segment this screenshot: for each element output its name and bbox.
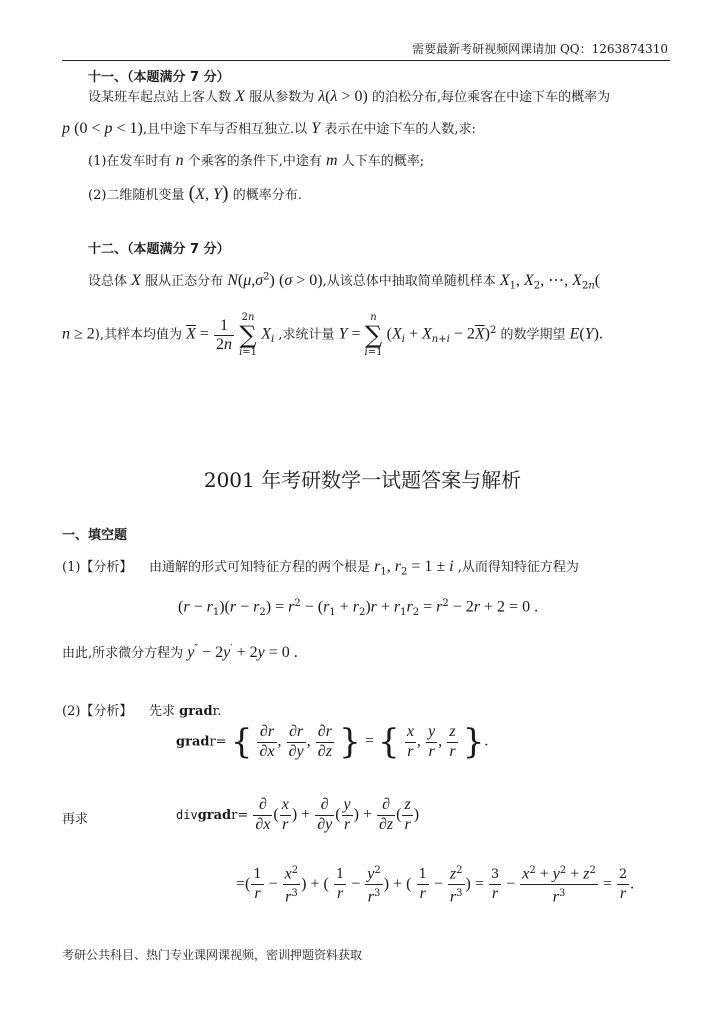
div-equation: divgradr= $\frac{\partial}{\partial x}$ ( $\frac{x}{r}$ ) + $\frac{\partial}{\partial y}$ ( $\frac{y}{r}$ ) + $\frac{\partial}{\partial z}$ ( $\frac{z}{r}$ ) bbox=[176, 796, 420, 833]
q11-line1-b: 服从参数为 bbox=[249, 90, 315, 105]
q11-item1: (1)在发车时有 n 个乘客的条件下,中途有 m 人下车的概率; bbox=[88, 152, 425, 169]
p1-conclude-text: 由此,所求微分方程为 bbox=[62, 646, 184, 661]
footer-note: 考研公共科目、热门专业课网课视频，密训押题资料获取 bbox=[62, 948, 363, 962]
q11-item2-b: 的概率分布. bbox=[232, 188, 302, 203]
q11-line1: 设某班车起点站上客人数 X 服从参数为 λ(λ > 0) 的泊松分布,每位乘客在中途下车的概率为 bbox=[88, 88, 611, 105]
q11-item2: (2)二维随机变量 (X, Y) 的概率分布. bbox=[88, 182, 302, 204]
p2-label: (2)【分析】 bbox=[62, 704, 133, 719]
q11-title: 十一、（本题满分 7 分） bbox=[88, 70, 230, 85]
q12-line1-b: 服从正态分布 bbox=[145, 274, 224, 289]
q11-line1-a: 设某班车起点站上客人数 bbox=[88, 90, 232, 105]
answer-title: 2001 年考研数学一试题答案与解析 bbox=[203, 468, 522, 492]
q11-item1-a: (1)在发车时有 bbox=[88, 154, 172, 169]
p1-line: (1)【分析】 由通解的形式可知特征方程的两个根是 $r_1$, $r_2 = 1 \pm i$ ,从而得知特征方程为 bbox=[62, 558, 579, 578]
q12-line1-c: ,从该总体中抽取简单随机样本 bbox=[322, 274, 496, 289]
q11-item2-a: (2)二维随机变量 bbox=[88, 188, 185, 203]
p2-text: 先求 bbox=[148, 704, 175, 719]
q11-line2-a: ,且中途下车与否相互独立.以 bbox=[142, 122, 308, 137]
q11-line2-b: 表示在中途下车的人数,求: bbox=[324, 122, 476, 137]
grad-equation: gradr= { $\frac{\partial r}{\partial x}$ , $\frac{\partial r}{\partial y}$ , $\frac{\partial r}{\partial z}$ } = { $\frac{x}{r}$ , $\frac{y}{r}$ , $\frac{z}{r}$ }. bbox=[176, 722, 489, 762]
q12-line2: n ≥ 2),其样本均值为 $\overline{X}$ = $\frac{1}{2n}$ 2n ∑ i=1 $X_i$ ,求统计量 Y = n ∑ i=1 $(X_i + X_{n+i} - 2\overline{X})^2$ 的数学期望 E(Y). bbox=[62, 312, 603, 358]
p2-again: 再求 bbox=[62, 812, 89, 827]
q12-line2-c: 的数学期望 bbox=[500, 327, 566, 343]
q11-item1-c: 人下车的概率; bbox=[341, 154, 425, 169]
q12-line2-a: ),其样本均值为 bbox=[94, 327, 182, 343]
p1-text-b: ,从而得知特征方程为 bbox=[457, 560, 579, 575]
p1-conclusion: 由此,所求微分方程为 y″ − 2y′ + 2y = 0 . bbox=[62, 643, 298, 661]
q11-line1-c: 的泊松分布,每位乘客在中途下车的概率为 bbox=[371, 90, 611, 105]
div-result: =( $\frac{1}{r}$ − $\frac{x^2}{r^3}$ ) + ( $\frac{1}{r}$ − $\frac{y^2}{r^3}$ ) + ( $\frac{1}{r}$ − $\frac{z^2}{r^3}$ ) = $\frac{3}{r}$ − $\frac{x^2 + y^2 + z^2}{r^3}$ = $\frac{2}{r}$ . bbox=[236, 862, 634, 908]
q11-line2: p (0 < p < 1),且中途下车与否相互独立.以 Y 表示在中途下车的人数,求: bbox=[62, 120, 476, 137]
q12-line1-a: 设总体 bbox=[88, 274, 128, 289]
q12-line1: 设总体 X 服从正态分布 $N(\mu,\sigma^2) (\sigma > 0)$,从该总体中抽取简单随机样本 $X_1$, $X_2$, ⋯, $X_{2n}$( bbox=[88, 271, 601, 292]
q12-line2-b: ,求统计量 bbox=[278, 327, 335, 343]
header-note: 需要最新考研视频网课请加 QQ：1263874310 bbox=[412, 42, 668, 56]
q11-item1-b: 个乘客的条件下,中途有 bbox=[187, 154, 322, 169]
p1-label: (1)【分析】 bbox=[62, 560, 133, 575]
q12-title: 十二、（本题满分 7 分） bbox=[88, 242, 230, 257]
p1-text-a: 由通解的形式可知特征方程的两个根是 bbox=[148, 560, 370, 575]
header-rule bbox=[62, 60, 670, 61]
p2-line: (2)【分析】 先求 gradr. bbox=[62, 704, 222, 719]
p1-equation: $(r - r_1)(r - r_2) = r^2 - (r_1 + r_2)r + r_1r_2 = r^2 - 2r + 2 = 0$ . bbox=[178, 598, 539, 618]
section-fill-blank: 一、填空题 bbox=[62, 528, 128, 543]
